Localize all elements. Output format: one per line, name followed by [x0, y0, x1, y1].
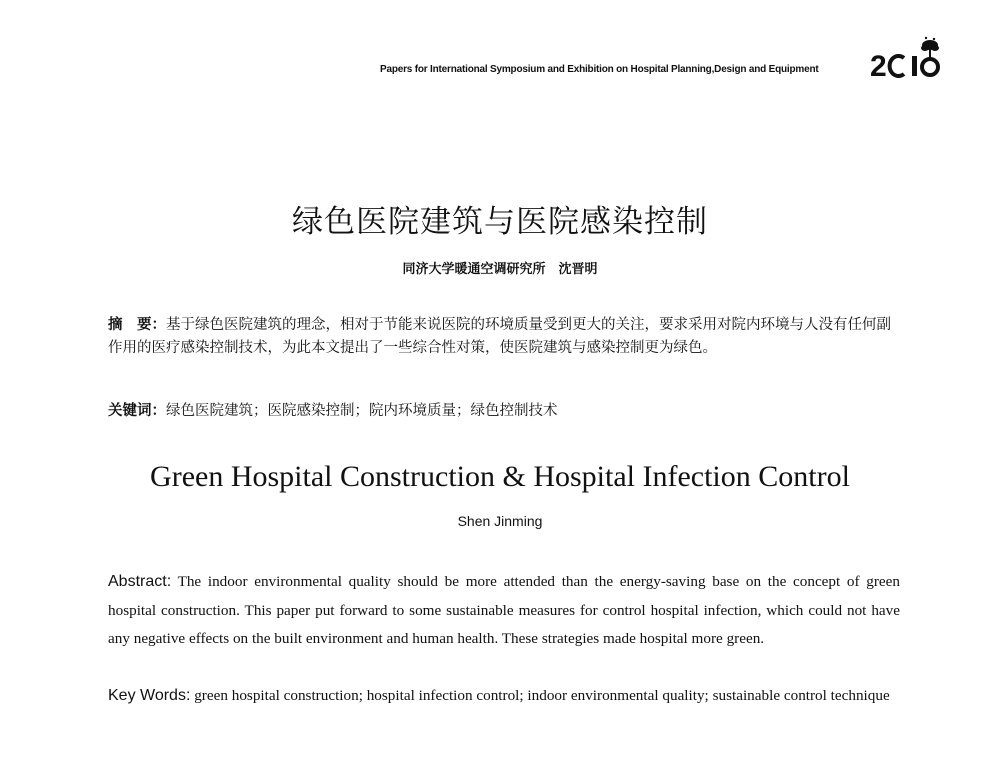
- symposium-header: Papers for International Symposium and Exhibition on Hospital Planning,Design and Equipment: [380, 64, 819, 75]
- english-title: Green Hospital Construction & Hospital Infection Control: [150, 460, 850, 493]
- chinese-abstract-label: 摘 要：: [108, 317, 166, 333]
- chinese-abstract: [108, 314, 904, 360]
- english-abstract: [108, 568, 900, 654]
- english-keywords-label: Key Words:: [108, 687, 191, 704]
- english-author: Shen Jinming: [457, 513, 543, 529]
- english-keywords-text: green hospital construction; hospital infection control; indoor environmental quality; sustainable control technique: [194, 687, 890, 704]
- english-keywords: [108, 682, 900, 711]
- english-abstract-text: The indoor environmental quality should be more attended than the energy-saving base on the concept of green hospital construction. This paper put forward to some sustainable measures for control hospital infection, which could not have any negative effects on the built environment and human health. These strategies made hospital more green.: [108, 573, 900, 647]
- svg-text:2: 2: [870, 50, 887, 82]
- symposium-logo: [868, 36, 958, 82]
- chinese-author: 同济大学暖通空调研究所 沈晋明: [402, 262, 598, 277]
- chinese-title: 绿色医院建筑与医院感染控制: [292, 204, 708, 240]
- chinese-keywords: [108, 400, 904, 423]
- chinese-keywords-text: 绿色医院建筑；医院感染控制；院内环境质量；绿色控制技术: [166, 403, 558, 419]
- english-abstract-label: Abstract:: [108, 573, 172, 590]
- chinese-abstract-text: 基于绿色医院建筑的理念，相对于节能来说医院的环境质量受到更大的关注，要求采用对院内环境与人没有任何副作用的医疗感染控制技术，为此本文提出了一些综合性对策，使医院建筑与感染控制更为绿色。: [108, 317, 891, 356]
- logo-2010-graphic: [868, 36, 958, 82]
- chinese-keywords-label: 关键词：: [108, 403, 166, 419]
